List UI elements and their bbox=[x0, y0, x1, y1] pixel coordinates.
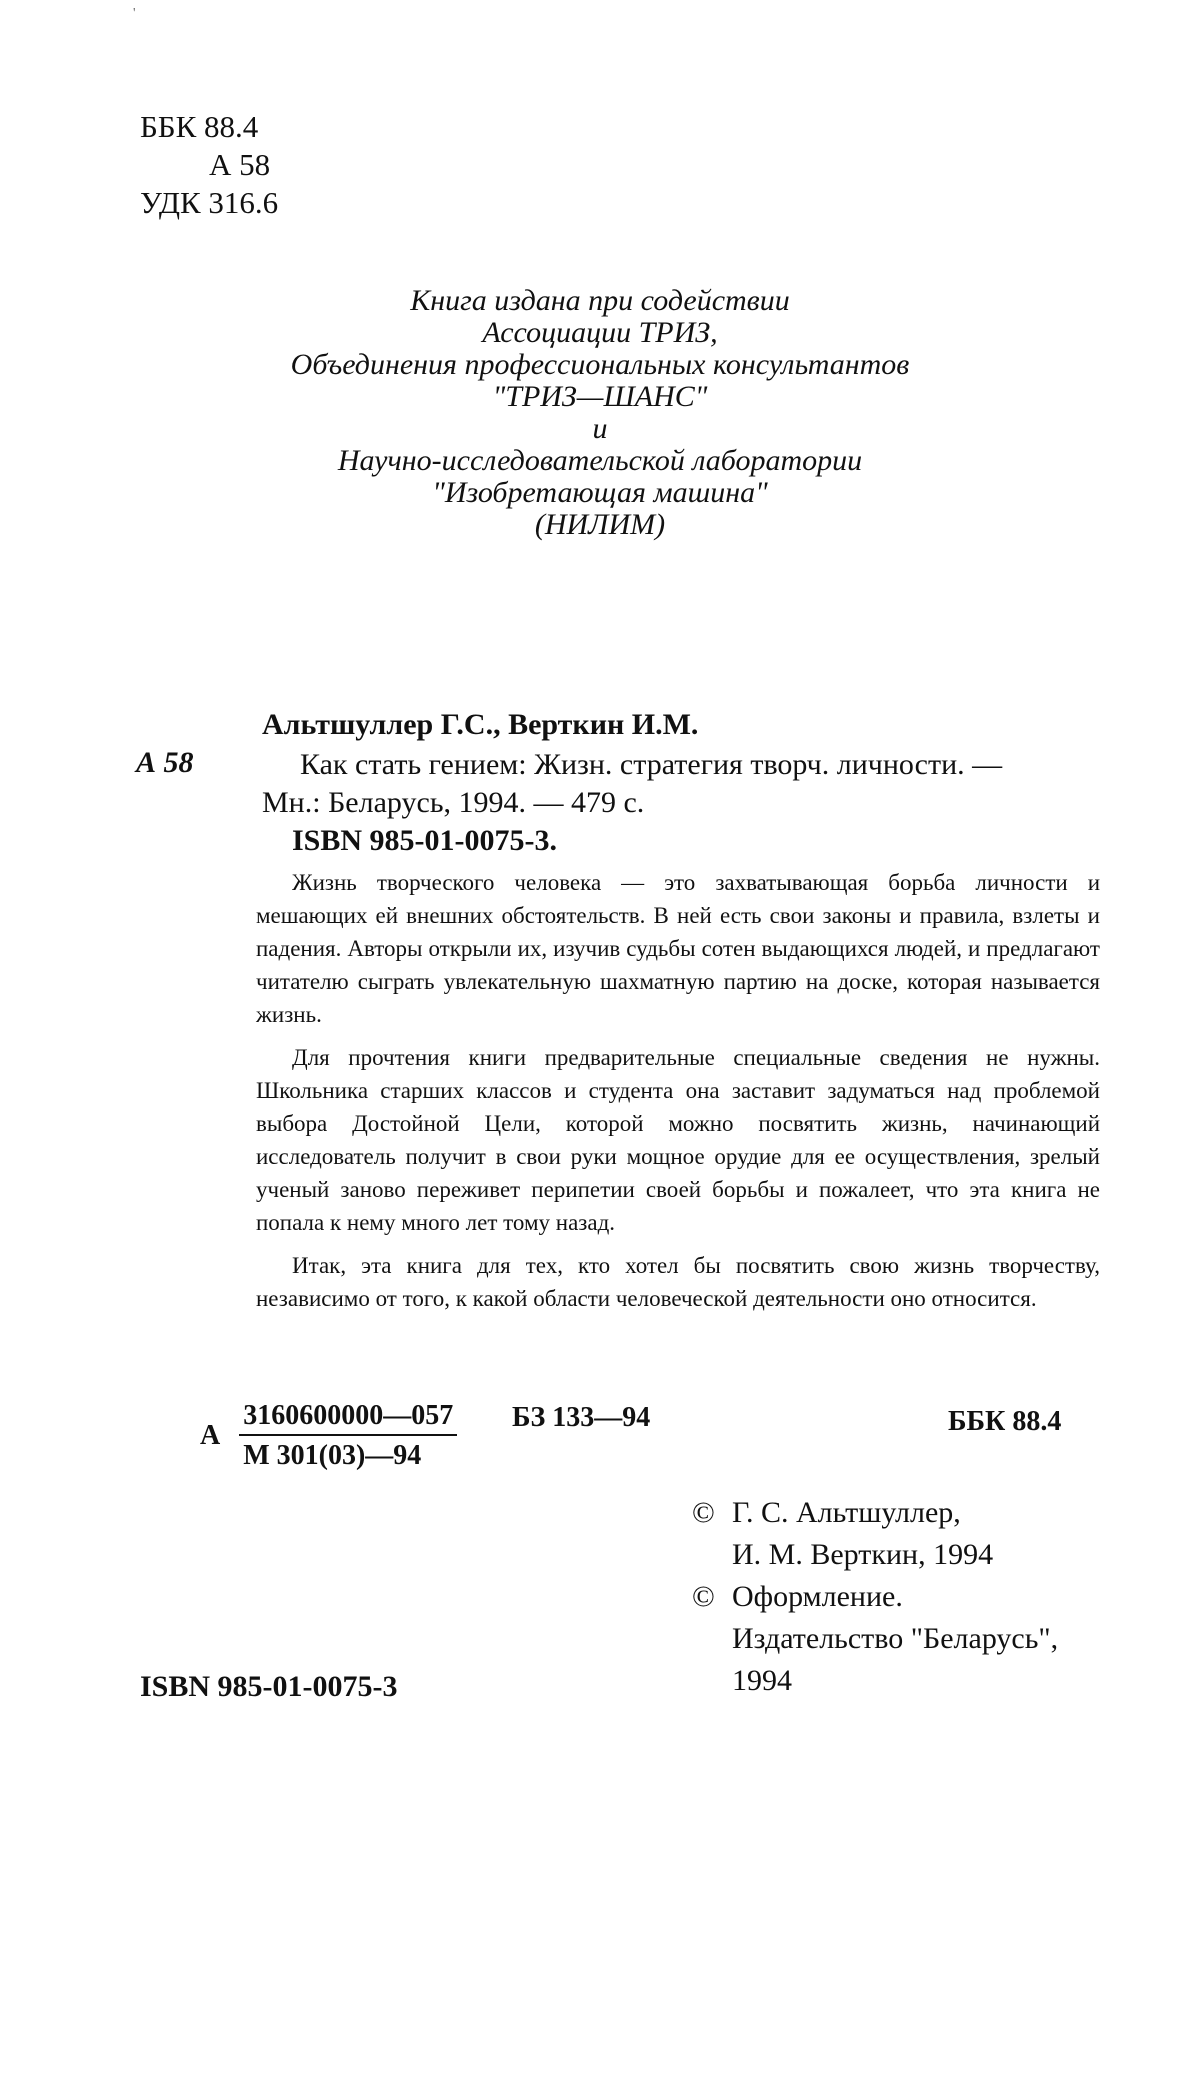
fraction-numerator: 3160600000—057 bbox=[239, 1400, 457, 1436]
copyright-text: 1994 bbox=[692, 1660, 1058, 1702]
publishing-code-letter: А bbox=[200, 1420, 220, 1452]
udk-code: УДК 316.6 bbox=[140, 184, 278, 222]
sponsor-line: Объединения профессиональных консультантов bbox=[150, 349, 1050, 381]
catalog-authors: Альтшуллер Г.С., Верткин И.М. bbox=[262, 708, 698, 742]
copyright-text: Г. С. Альтшуллер, bbox=[732, 1496, 961, 1529]
sponsor-line: (НИЛИМ) bbox=[150, 509, 1050, 541]
fraction-box bbox=[239, 1400, 457, 1472]
isbn-bottom: ISBN 985-01-0075-3 bbox=[140, 1670, 398, 1704]
catalog-isbn: ISBN 985-01-0075-3. bbox=[292, 824, 557, 858]
sponsor-line: Научно-исследовательской лаборатории bbox=[150, 445, 1050, 477]
copyright-icon: © bbox=[692, 1492, 732, 1534]
bz-code: БЗ 133—94 bbox=[512, 1402, 650, 1434]
copyright-text: Издательство "Беларусь", bbox=[692, 1618, 1058, 1660]
catalog-title: Как стать гением: Жизн. стратегия творч. личности. — bbox=[300, 748, 1002, 782]
copyright-authors-line bbox=[692, 1492, 1058, 1534]
sponsor-line: и bbox=[150, 413, 1050, 445]
copyright-text: И. М. Верткин, 1994 bbox=[692, 1534, 1058, 1576]
fraction-denominator: М 301(03)—94 bbox=[239, 1436, 457, 1472]
page-mark: ' bbox=[133, 6, 136, 22]
copyright-text: Оформление. bbox=[732, 1580, 903, 1613]
copyright-block bbox=[692, 1492, 1058, 1702]
author-index-code: А 58 bbox=[140, 146, 278, 184]
abstract-paragraph: Жизнь творческого человека — это захватывающая борьба личности и мешающих ей внешних обстоятельств. В ней есть свои законы и правила, взлеты и падения. Авторы открыли их, изучив судьбы сотен выдающихся людей, и предлагают читателю сыграть увлекательную шахматную партию на доске, которая называется жизнь. bbox=[256, 866, 1100, 1031]
sponsor-line: "ТРИЗ—ШАНС" bbox=[150, 381, 1050, 413]
catalog-publication: Мн.: Беларусь, 1994. — 479 с. bbox=[262, 786, 644, 820]
sponsor-line: Ассоциации ТРИЗ, bbox=[150, 317, 1050, 349]
sponsor-line: Книга издана при содействии bbox=[150, 285, 1050, 317]
bbk-code: ББК 88.4 bbox=[140, 108, 278, 146]
copyright-design-line bbox=[692, 1576, 1058, 1618]
sponsors-block bbox=[150, 285, 1050, 541]
bbk-code-right: ББК 88.4 bbox=[948, 1406, 1061, 1438]
sponsor-line: "Изобретающая машина" bbox=[150, 477, 1050, 509]
copyright-icon: © bbox=[692, 1576, 732, 1618]
catalog-index-code: А 58 bbox=[136, 746, 194, 780]
abstract-paragraph: Для прочтения книги предварительные специальные сведения не нужны. Школьника старших классов и студента она заставит задуматься над проблемой выбора Достойной Цели, которой можно посвятить жизнь, начинающий исследователь получит в свои руки мощное орудие для ее осуществления, зрелый ученый заново переживет перипетии своей борьбы и пожалеет, что эта книга не попала к нему много лет тому назад. bbox=[256, 1041, 1100, 1239]
publishing-code-fraction bbox=[200, 1400, 457, 1472]
abstract-paragraph: Итак, эта книга для тех, кто хотел бы посвятить свою жизнь творчеству, независимо от того, к какой области человеческой деятельности оно относится. bbox=[256, 1249, 1100, 1315]
classification-codes bbox=[140, 108, 278, 222]
abstract bbox=[256, 866, 1100, 1325]
